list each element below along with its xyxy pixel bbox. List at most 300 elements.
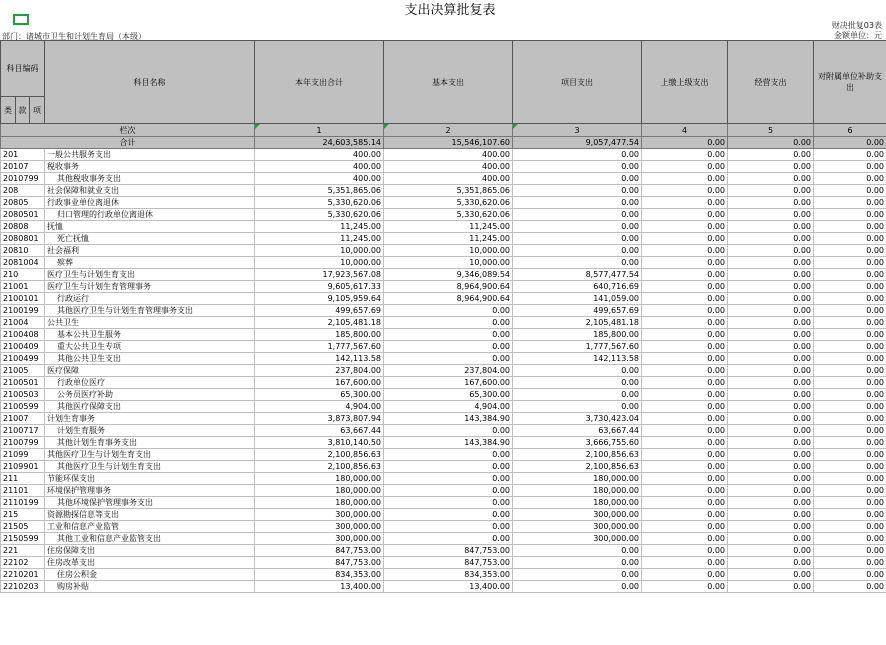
amount-cell-subsidy[interactable]: 0.00	[814, 365, 886, 377]
name-cell[interactable]	[45, 233, 255, 245]
amount-cell-basic[interactable]: 0.00	[384, 509, 513, 521]
amount-cell-upper[interactable]: 0.00	[642, 413, 728, 425]
amount-cell-basic[interactable]: 11,245.00	[384, 233, 513, 245]
amount-cell-subsidy[interactable]: 0.00	[814, 221, 886, 233]
amount-cell-subsidy[interactable]: 0.00	[814, 473, 886, 485]
amount-cell-basic[interactable]: 5,330,620.06	[384, 209, 513, 221]
amount-cell-business[interactable]: 0.00	[728, 557, 814, 569]
code-cell[interactable]: 2210203	[1, 581, 45, 593]
name-cell[interactable]	[45, 341, 255, 353]
amount-cell-business[interactable]: 0.00	[728, 485, 814, 497]
amount-cell-basic[interactable]: 10,000.00	[384, 245, 513, 257]
code-cell[interactable]: 21099	[1, 449, 45, 461]
amount-cell-project[interactable]: 0.00	[513, 221, 642, 233]
amount-cell-upper[interactable]: 0.00	[642, 485, 728, 497]
name-cell[interactable]	[45, 149, 255, 161]
name-cell[interactable]	[45, 329, 255, 341]
amount-cell-basic[interactable]: 65,300.00	[384, 389, 513, 401]
amount-cell-total[interactable]: 65,300.00	[255, 389, 384, 401]
amount-cell-project[interactable]: 0.00	[513, 389, 642, 401]
name-cell[interactable]	[45, 533, 255, 545]
amount-cell-total[interactable]: 5,330,620.06	[255, 209, 384, 221]
name-cell[interactable]	[45, 377, 255, 389]
code-cell[interactable]: 221	[1, 545, 45, 557]
lanci-5[interactable]: 5	[728, 124, 814, 137]
amount-cell-upper[interactable]: 0.00	[642, 293, 728, 305]
amount-cell-project[interactable]: 2,100,856.63	[513, 449, 642, 461]
amount-cell-project[interactable]: 141,059.00	[513, 293, 642, 305]
name-cell[interactable]	[45, 161, 255, 173]
code-cell[interactable]: 2109901	[1, 461, 45, 473]
amount-cell-business[interactable]: 0.00	[728, 533, 814, 545]
amount-cell-subsidy[interactable]: 0.00	[814, 233, 886, 245]
amount-cell-basic[interactable]: 0.00	[384, 317, 513, 329]
amount-cell-upper[interactable]: 0.00	[642, 401, 728, 413]
amount-cell-business[interactable]: 0.00	[728, 245, 814, 257]
amount-cell-business[interactable]: 0.00	[728, 197, 814, 209]
amount-cell-project[interactable]: 1,777,567.60	[513, 341, 642, 353]
amount-cell-upper[interactable]: 0.00	[642, 569, 728, 581]
name-cell[interactable]	[45, 281, 255, 293]
amount-cell-business[interactable]: 0.00	[728, 509, 814, 521]
amount-cell-business[interactable]: 0.00	[728, 377, 814, 389]
amount-cell-upper[interactable]: 0.00	[642, 161, 728, 173]
lanci-1[interactable]: 1	[255, 124, 384, 137]
amount-cell-upper[interactable]: 0.00	[642, 257, 728, 269]
amount-cell-business[interactable]: 0.00	[728, 317, 814, 329]
code-cell[interactable]: 20107	[1, 161, 45, 173]
code-cell[interactable]: 21101	[1, 485, 45, 497]
amount-cell-subsidy[interactable]: 0.00	[814, 437, 886, 449]
amount-cell-total[interactable]: 11,245.00	[255, 233, 384, 245]
amount-cell-project[interactable]: 2,105,481.18	[513, 317, 642, 329]
amount-cell-basic[interactable]: 4,904.00	[384, 401, 513, 413]
code-cell[interactable]: 22102	[1, 557, 45, 569]
amount-cell-total[interactable]: 237,804.00	[255, 365, 384, 377]
code-cell[interactable]: 2210201	[1, 569, 45, 581]
amount-cell-basic[interactable]: 5,351,865.06	[384, 185, 513, 197]
amount-cell-basic[interactable]: 8,964,900.64	[384, 293, 513, 305]
amount-cell-upper[interactable]: 0.00	[642, 341, 728, 353]
amount-cell-subsidy[interactable]: 0.00	[814, 185, 886, 197]
name-cell[interactable]	[45, 461, 255, 473]
code-cell[interactable]: 21007	[1, 413, 45, 425]
amount-cell-total[interactable]: 834,353.00	[255, 569, 384, 581]
amount-cell-project[interactable]: 0.00	[513, 161, 642, 173]
amount-cell-upper[interactable]: 0.00	[642, 221, 728, 233]
amount-cell-total[interactable]: 499,657.69	[255, 305, 384, 317]
amount-cell-subsidy[interactable]: 0.00	[814, 269, 886, 281]
amount-cell-business[interactable]: 0.00	[728, 473, 814, 485]
amount-cell-project[interactable]: 0.00	[513, 401, 642, 413]
amount-cell-subsidy[interactable]: 0.00	[814, 173, 886, 185]
code-cell[interactable]: 21005	[1, 365, 45, 377]
select-all-icon[interactable]	[13, 14, 29, 25]
code-cell[interactable]: 2110199	[1, 497, 45, 509]
name-cell[interactable]	[45, 557, 255, 569]
amount-cell-basic[interactable]: 0.00	[384, 425, 513, 437]
amount-cell-upper[interactable]: 0.00	[642, 425, 728, 437]
amount-cell-subsidy[interactable]: 0.00	[814, 197, 886, 209]
amount-cell-total[interactable]: 400.00	[255, 173, 384, 185]
amount-cell-business[interactable]: 0.00	[728, 353, 814, 365]
amount-cell-business[interactable]: 0.00	[728, 221, 814, 233]
code-cell[interactable]: 210	[1, 269, 45, 281]
amount-cell-project[interactable]: 300,000.00	[513, 533, 642, 545]
amount-cell-subsidy[interactable]: 0.00	[814, 377, 886, 389]
amount-cell-total[interactable]: 10,000.00	[255, 257, 384, 269]
name-cell[interactable]	[45, 581, 255, 593]
amount-cell-basic[interactable]: 0.00	[384, 341, 513, 353]
amount-cell-total[interactable]: 180,000.00	[255, 497, 384, 509]
amount-cell-total[interactable]: 2,100,856.63	[255, 461, 384, 473]
amount-cell-upper[interactable]: 0.00	[642, 245, 728, 257]
amount-cell-basic[interactable]: 0.00	[384, 473, 513, 485]
amount-cell-basic[interactable]: 0.00	[384, 485, 513, 497]
amount-cell-project[interactable]: 0.00	[513, 197, 642, 209]
amount-cell-project[interactable]: 3,730,423.04	[513, 413, 642, 425]
amount-cell-total[interactable]: 185,800.00	[255, 329, 384, 341]
amount-cell-business[interactable]: 0.00	[728, 341, 814, 353]
amount-cell-basic[interactable]: 0.00	[384, 449, 513, 461]
name-cell[interactable]	[45, 197, 255, 209]
name-cell[interactable]	[45, 353, 255, 365]
amount-cell-project[interactable]: 0.00	[513, 557, 642, 569]
amount-cell-subsidy[interactable]: 0.00	[814, 305, 886, 317]
amount-cell-business[interactable]: 0.00	[728, 257, 814, 269]
code-cell[interactable]: 2100409	[1, 341, 45, 353]
name-cell[interactable]	[45, 365, 255, 377]
amount-cell-project[interactable]: 300,000.00	[513, 521, 642, 533]
code-cell[interactable]: 2100599	[1, 401, 45, 413]
name-cell[interactable]	[45, 185, 255, 197]
amount-cell-total[interactable]: 2,105,481.18	[255, 317, 384, 329]
name-cell[interactable]	[45, 305, 255, 317]
amount-cell-upper[interactable]: 0.00	[642, 437, 728, 449]
code-cell[interactable]: 201	[1, 149, 45, 161]
amount-cell-total[interactable]: 4,904.00	[255, 401, 384, 413]
amount-cell-project[interactable]: 0.00	[513, 233, 642, 245]
amount-cell-basic[interactable]: 834,353.00	[384, 569, 513, 581]
name-cell[interactable]	[45, 401, 255, 413]
code-cell[interactable]: 2100499	[1, 353, 45, 365]
name-cell[interactable]	[45, 221, 255, 233]
amount-cell-project[interactable]: 0.00	[513, 365, 642, 377]
code-cell[interactable]: 21505	[1, 521, 45, 533]
name-cell[interactable]	[45, 425, 255, 437]
amount-cell-total[interactable]: 17,923,567.08	[255, 269, 384, 281]
amount-cell-project[interactable]: 0.00	[513, 581, 642, 593]
amount-cell-total[interactable]: 5,330,620.06	[255, 197, 384, 209]
name-cell[interactable]	[45, 485, 255, 497]
amount-cell-upper[interactable]: 0.00	[642, 509, 728, 521]
total-cell-upper[interactable]: 0.00	[642, 137, 728, 149]
name-cell[interactable]	[45, 437, 255, 449]
amount-cell-subsidy[interactable]: 0.00	[814, 521, 886, 533]
amount-cell-subsidy[interactable]: 0.00	[814, 353, 886, 365]
amount-cell-business[interactable]: 0.00	[728, 497, 814, 509]
amount-cell-upper[interactable]: 0.00	[642, 581, 728, 593]
total-cell-total[interactable]: 24,603,585.14	[255, 137, 384, 149]
amount-cell-basic[interactable]: 0.00	[384, 521, 513, 533]
amount-cell-basic[interactable]: 9,346,089.54	[384, 269, 513, 281]
amount-cell-subsidy[interactable]: 0.00	[814, 401, 886, 413]
amount-cell-project[interactable]: 0.00	[513, 569, 642, 581]
amount-cell-project[interactable]: 0.00	[513, 245, 642, 257]
amount-cell-business[interactable]: 0.00	[728, 521, 814, 533]
amount-cell-business[interactable]: 0.00	[728, 281, 814, 293]
amount-cell-upper[interactable]: 0.00	[642, 557, 728, 569]
amount-cell-total[interactable]: 11,245.00	[255, 221, 384, 233]
amount-cell-upper[interactable]: 0.00	[642, 353, 728, 365]
code-cell[interactable]: 21001	[1, 281, 45, 293]
amount-cell-business[interactable]: 0.00	[728, 329, 814, 341]
amount-cell-subsidy[interactable]: 0.00	[814, 557, 886, 569]
total-cell-subsidy[interactable]: 0.00	[814, 137, 886, 149]
code-cell[interactable]: 2080801	[1, 233, 45, 245]
amount-cell-business[interactable]: 0.00	[728, 413, 814, 425]
amount-cell-business[interactable]: 0.00	[728, 269, 814, 281]
code-cell[interactable]: 20810	[1, 245, 45, 257]
amount-cell-business[interactable]: 0.00	[728, 365, 814, 377]
name-cell[interactable]	[45, 497, 255, 509]
amount-cell-subsidy[interactable]: 0.00	[814, 581, 886, 593]
amount-cell-subsidy[interactable]: 0.00	[814, 209, 886, 221]
amount-cell-basic[interactable]: 143,384.90	[384, 413, 513, 425]
amount-cell-project[interactable]: 0.00	[513, 377, 642, 389]
name-cell[interactable]	[45, 473, 255, 485]
amount-cell-basic[interactable]: 0.00	[384, 353, 513, 365]
total-cell-basic[interactable]: 15,546,107.60	[384, 137, 513, 149]
amount-cell-total[interactable]: 300,000.00	[255, 521, 384, 533]
amount-cell-subsidy[interactable]: 0.00	[814, 461, 886, 473]
code-cell[interactable]: 2080501	[1, 209, 45, 221]
name-cell[interactable]	[45, 509, 255, 521]
amount-cell-business[interactable]: 0.00	[728, 149, 814, 161]
amount-cell-business[interactable]: 0.00	[728, 425, 814, 437]
name-cell[interactable]	[45, 173, 255, 185]
amount-cell-subsidy[interactable]: 0.00	[814, 341, 886, 353]
amount-cell-project[interactable]: 63,667.44	[513, 425, 642, 437]
amount-cell-business[interactable]: 0.00	[728, 437, 814, 449]
amount-cell-basic[interactable]: 0.00	[384, 305, 513, 317]
code-cell[interactable]: 2100717	[1, 425, 45, 437]
name-cell[interactable]	[45, 413, 255, 425]
amount-cell-basic[interactable]: 11,245.00	[384, 221, 513, 233]
amount-cell-subsidy[interactable]: 0.00	[814, 293, 886, 305]
amount-cell-project[interactable]: 0.00	[513, 173, 642, 185]
amount-cell-subsidy[interactable]: 0.00	[814, 389, 886, 401]
amount-cell-business[interactable]: 0.00	[728, 461, 814, 473]
amount-cell-project[interactable]: 300,000.00	[513, 509, 642, 521]
amount-cell-project[interactable]: 0.00	[513, 257, 642, 269]
amount-cell-basic[interactable]: 143,384.90	[384, 437, 513, 449]
amount-cell-project[interactable]: 2,100,856.63	[513, 461, 642, 473]
amount-cell-project[interactable]: 0.00	[513, 545, 642, 557]
amount-cell-basic[interactable]: 0.00	[384, 497, 513, 509]
amount-cell-total[interactable]: 847,753.00	[255, 557, 384, 569]
amount-cell-subsidy[interactable]: 0.00	[814, 485, 886, 497]
amount-cell-business[interactable]: 0.00	[728, 545, 814, 557]
amount-cell-project[interactable]: 180,000.00	[513, 497, 642, 509]
amount-cell-total[interactable]: 3,810,140.50	[255, 437, 384, 449]
amount-cell-upper[interactable]: 0.00	[642, 365, 728, 377]
amount-cell-subsidy[interactable]: 0.00	[814, 161, 886, 173]
amount-cell-subsidy[interactable]: 0.00	[814, 545, 886, 557]
amount-cell-business[interactable]: 0.00	[728, 233, 814, 245]
amount-cell-business[interactable]: 0.00	[728, 173, 814, 185]
amount-cell-upper[interactable]: 0.00	[642, 449, 728, 461]
amount-cell-basic[interactable]: 400.00	[384, 173, 513, 185]
amount-cell-business[interactable]: 0.00	[728, 389, 814, 401]
code-cell[interactable]: 20808	[1, 221, 45, 233]
amount-cell-upper[interactable]: 0.00	[642, 473, 728, 485]
amount-cell-total[interactable]: 5,351,865.06	[255, 185, 384, 197]
amount-cell-upper[interactable]: 0.00	[642, 545, 728, 557]
name-cell[interactable]	[45, 521, 255, 533]
amount-cell-subsidy[interactable]: 0.00	[814, 425, 886, 437]
amount-cell-business[interactable]: 0.00	[728, 581, 814, 593]
amount-cell-upper[interactable]: 0.00	[642, 305, 728, 317]
lanci-2[interactable]: 2	[384, 124, 513, 137]
amount-cell-total[interactable]: 180,000.00	[255, 485, 384, 497]
lanci-4[interactable]: 4	[642, 124, 728, 137]
amount-cell-upper[interactable]: 0.00	[642, 197, 728, 209]
amount-cell-subsidy[interactable]: 0.00	[814, 533, 886, 545]
amount-cell-subsidy[interactable]: 0.00	[814, 257, 886, 269]
code-cell[interactable]: 2100101	[1, 293, 45, 305]
amount-cell-upper[interactable]: 0.00	[642, 281, 728, 293]
amount-cell-upper[interactable]: 0.00	[642, 533, 728, 545]
amount-cell-basic[interactable]: 8,964,900.64	[384, 281, 513, 293]
amount-cell-project[interactable]: 142,113.58	[513, 353, 642, 365]
lanci-6[interactable]: 6	[814, 124, 886, 137]
code-cell[interactable]: 215	[1, 509, 45, 521]
name-cell[interactable]	[45, 449, 255, 461]
total-cell-project[interactable]: 9,057,477.54	[513, 137, 642, 149]
amount-cell-total[interactable]: 167,600.00	[255, 377, 384, 389]
amount-cell-project[interactable]: 0.00	[513, 209, 642, 221]
amount-cell-subsidy[interactable]: 0.00	[814, 497, 886, 509]
amount-cell-basic[interactable]: 167,600.00	[384, 377, 513, 389]
amount-cell-upper[interactable]: 0.00	[642, 521, 728, 533]
name-cell[interactable]	[45, 257, 255, 269]
amount-cell-business[interactable]: 0.00	[728, 305, 814, 317]
code-cell[interactable]: 20805	[1, 197, 45, 209]
code-cell[interactable]: 2081004	[1, 257, 45, 269]
amount-cell-basic[interactable]: 0.00	[384, 329, 513, 341]
amount-cell-basic[interactable]: 400.00	[384, 161, 513, 173]
amount-cell-basic[interactable]: 13,400.00	[384, 581, 513, 593]
amount-cell-total[interactable]: 9,605,617.33	[255, 281, 384, 293]
code-cell[interactable]: 2150599	[1, 533, 45, 545]
amount-cell-basic[interactable]: 0.00	[384, 461, 513, 473]
amount-cell-business[interactable]: 0.00	[728, 401, 814, 413]
lanci-3[interactable]: 3	[513, 124, 642, 137]
amount-cell-subsidy[interactable]: 0.00	[814, 317, 886, 329]
amount-cell-subsidy[interactable]: 0.00	[814, 329, 886, 341]
amount-cell-project[interactable]: 499,657.69	[513, 305, 642, 317]
amount-cell-total[interactable]: 2,100,856.63	[255, 449, 384, 461]
total-cell-business[interactable]: 0.00	[728, 137, 814, 149]
amount-cell-project[interactable]: 640,716.69	[513, 281, 642, 293]
amount-cell-basic[interactable]: 10,000.00	[384, 257, 513, 269]
name-cell[interactable]	[45, 545, 255, 557]
amount-cell-basic[interactable]: 847,753.00	[384, 557, 513, 569]
amount-cell-basic[interactable]: 237,804.00	[384, 365, 513, 377]
amount-cell-business[interactable]: 0.00	[728, 293, 814, 305]
amount-cell-basic[interactable]: 400.00	[384, 149, 513, 161]
code-cell[interactable]: 2100799	[1, 437, 45, 449]
amount-cell-project[interactable]: 0.00	[513, 149, 642, 161]
amount-cell-total[interactable]: 847,753.00	[255, 545, 384, 557]
amount-cell-business[interactable]: 0.00	[728, 569, 814, 581]
amount-cell-upper[interactable]: 0.00	[642, 209, 728, 221]
code-cell[interactable]: 2100503	[1, 389, 45, 401]
amount-cell-business[interactable]: 0.00	[728, 161, 814, 173]
name-cell[interactable]	[45, 245, 255, 257]
amount-cell-total[interactable]: 9,105,959.64	[255, 293, 384, 305]
amount-cell-total[interactable]: 142,113.58	[255, 353, 384, 365]
amount-cell-subsidy[interactable]: 0.00	[814, 509, 886, 521]
amount-cell-upper[interactable]: 0.00	[642, 389, 728, 401]
amount-cell-upper[interactable]: 0.00	[642, 377, 728, 389]
name-cell[interactable]	[45, 209, 255, 221]
code-cell[interactable]: 2100199	[1, 305, 45, 317]
name-cell[interactable]	[45, 389, 255, 401]
amount-cell-upper[interactable]: 0.00	[642, 329, 728, 341]
name-cell[interactable]	[45, 317, 255, 329]
amount-cell-total[interactable]: 1,777,567.60	[255, 341, 384, 353]
name-cell[interactable]	[45, 269, 255, 281]
amount-cell-upper[interactable]: 0.00	[642, 269, 728, 281]
amount-cell-subsidy[interactable]: 0.00	[814, 449, 886, 461]
amount-cell-business[interactable]: 0.00	[728, 449, 814, 461]
amount-cell-project[interactable]: 8,577,477.54	[513, 269, 642, 281]
amount-cell-basic[interactable]: 847,753.00	[384, 545, 513, 557]
amount-cell-upper[interactable]: 0.00	[642, 461, 728, 473]
amount-cell-project[interactable]: 185,800.00	[513, 329, 642, 341]
amount-cell-total[interactable]: 63,667.44	[255, 425, 384, 437]
amount-cell-subsidy[interactable]: 0.00	[814, 413, 886, 425]
amount-cell-total[interactable]: 300,000.00	[255, 509, 384, 521]
name-cell[interactable]	[45, 293, 255, 305]
amount-cell-business[interactable]: 0.00	[728, 209, 814, 221]
code-cell[interactable]: 21004	[1, 317, 45, 329]
amount-cell-total[interactable]: 300,000.00	[255, 533, 384, 545]
amount-cell-total[interactable]: 3,873,807.94	[255, 413, 384, 425]
amount-cell-project[interactable]: 0.00	[513, 185, 642, 197]
amount-cell-upper[interactable]: 0.00	[642, 185, 728, 197]
amount-cell-upper[interactable]: 0.00	[642, 497, 728, 509]
code-cell[interactable]: 211	[1, 473, 45, 485]
amount-cell-project[interactable]: 180,000.00	[513, 485, 642, 497]
code-cell[interactable]: 2100501	[1, 377, 45, 389]
amount-cell-project[interactable]: 180,000.00	[513, 473, 642, 485]
amount-cell-upper[interactable]: 0.00	[642, 173, 728, 185]
name-cell[interactable]	[45, 569, 255, 581]
amount-cell-upper[interactable]: 0.00	[642, 149, 728, 161]
amount-cell-upper[interactable]: 0.00	[642, 233, 728, 245]
amount-cell-total[interactable]: 400.00	[255, 149, 384, 161]
amount-cell-subsidy[interactable]: 0.00	[814, 149, 886, 161]
amount-cell-project[interactable]: 3,666,755.60	[513, 437, 642, 449]
code-cell[interactable]: 2010799	[1, 173, 45, 185]
amount-cell-business[interactable]: 0.00	[728, 185, 814, 197]
amount-cell-subsidy[interactable]: 0.00	[814, 281, 886, 293]
code-cell[interactable]: 2100408	[1, 329, 45, 341]
amount-cell-total[interactable]: 10,000.00	[255, 245, 384, 257]
